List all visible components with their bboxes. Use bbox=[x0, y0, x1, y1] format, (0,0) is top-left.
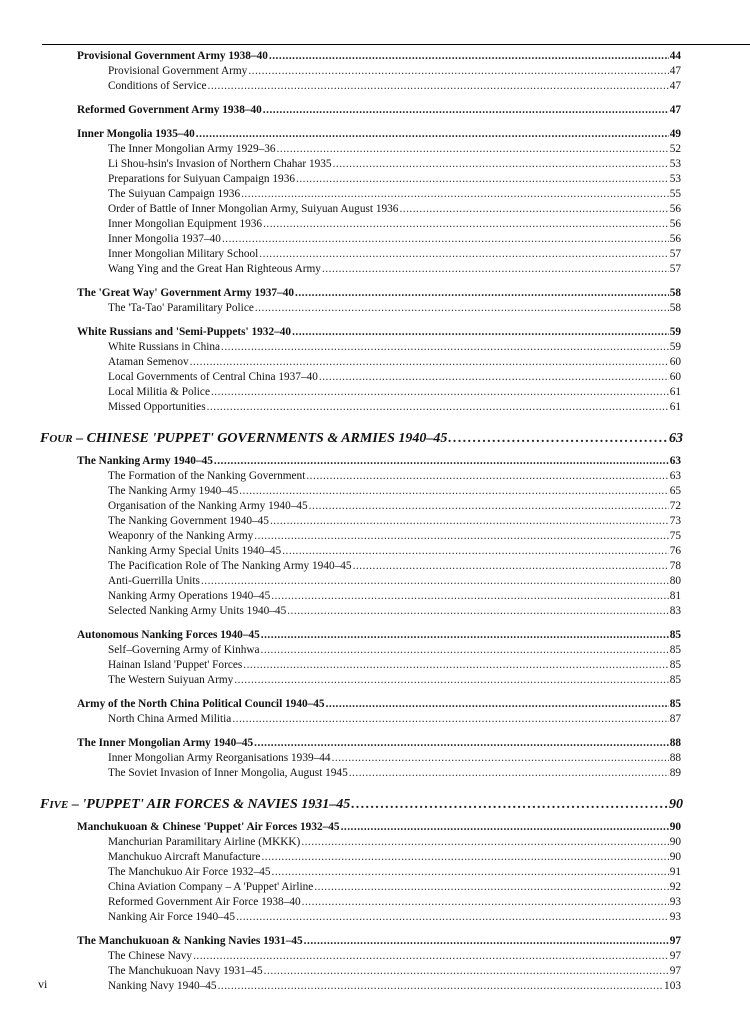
toc-subentry[interactable] bbox=[108, 187, 681, 202]
toc-page-number: 85 bbox=[669, 644, 681, 656]
toc-subentry[interactable] bbox=[108, 217, 681, 232]
toc-page-number: 49 bbox=[669, 128, 681, 140]
toc-subentry[interactable] bbox=[108, 79, 681, 94]
dot-leader bbox=[201, 574, 669, 589]
toc-subentry[interactable] bbox=[108, 172, 681, 187]
toc-subentry[interactable] bbox=[108, 673, 681, 688]
toc-entry-title: The Soviet Invasion of Inner Mongolia, August 1945 bbox=[108, 767, 348, 779]
toc-entry-title: Reformed Government Army 1938–40 bbox=[77, 104, 262, 116]
dot-leader bbox=[243, 658, 668, 673]
dot-leader bbox=[322, 262, 669, 277]
toc-page-number: 47 bbox=[669, 65, 681, 77]
dot-leader bbox=[302, 895, 669, 910]
toc-page-number: 90 bbox=[669, 821, 681, 833]
toc-subentry[interactable] bbox=[108, 643, 681, 658]
toc-entry-title: Reformed Government Air Force 1938–40 bbox=[108, 896, 301, 908]
toc-spacer bbox=[0, 316, 750, 325]
toc-entry-title: Manchukuo Aircraft Manufacture bbox=[108, 851, 261, 863]
toc-subentry[interactable] bbox=[108, 484, 681, 499]
toc-section-entry[interactable] bbox=[77, 736, 681, 751]
toc-page-number: 88 bbox=[669, 737, 681, 749]
toc-entry-title: The Manchukuoan Navy 1931–45 bbox=[108, 965, 263, 977]
toc-page-number: 93 bbox=[669, 911, 681, 923]
toc-page-number: 91 bbox=[669, 866, 681, 878]
toc-page-number: 90 bbox=[669, 851, 681, 863]
toc-entry-title: The 'Great Way' Government Army 1937–40 bbox=[77, 287, 295, 299]
toc-entry-title: White Russians and 'Semi-Puppets' 1932–40 bbox=[77, 326, 292, 338]
dot-leader bbox=[239, 484, 668, 499]
toc-entry-title: Missed Opportunities bbox=[108, 401, 206, 413]
toc-page-number: 97 bbox=[669, 965, 681, 977]
toc-subentry[interactable] bbox=[108, 544, 681, 559]
toc-entry-title: The Pacification Role of The Nanking Army 1940–45 bbox=[108, 560, 352, 572]
dot-leader bbox=[261, 850, 668, 865]
toc-page-number: 85 bbox=[669, 698, 681, 710]
dot-leader bbox=[351, 794, 668, 816]
dot-leader bbox=[353, 559, 669, 574]
dot-leader bbox=[241, 187, 669, 202]
toc-entry-title: The Nanking Army 1940–45 bbox=[108, 485, 239, 497]
toc-entry-title: Army of the North China Political Council 1940–45 bbox=[77, 698, 325, 710]
toc-page-number: 63 bbox=[669, 470, 681, 482]
dot-leader bbox=[232, 712, 668, 727]
chapter-number-smallcaps: IVE bbox=[49, 799, 69, 811]
toc-page-number: 87 bbox=[669, 713, 681, 725]
toc-spacer bbox=[0, 118, 750, 127]
toc-entry-title: Selected Nanking Army Units 1940–45 bbox=[108, 605, 287, 617]
dot-leader bbox=[272, 865, 669, 880]
dot-leader bbox=[261, 628, 669, 643]
dot-leader bbox=[332, 751, 669, 766]
toc-page-number: 92 bbox=[669, 881, 681, 893]
toc-page-number: 56 bbox=[669, 218, 681, 230]
dot-leader bbox=[269, 49, 669, 64]
toc-entry-title: Manchukuoan & Chinese 'Puppet' Air Forces 1932–45 bbox=[77, 821, 340, 833]
toc-entry-title: Ataman Semenov bbox=[108, 356, 189, 368]
toc-subentry[interactable] bbox=[108, 370, 681, 385]
dot-leader bbox=[319, 370, 669, 385]
toc-section-entry[interactable] bbox=[77, 628, 681, 643]
toc-entry-title bbox=[40, 428, 447, 450]
toc-subentry[interactable] bbox=[108, 658, 681, 673]
toc-subentry[interactable] bbox=[108, 514, 681, 529]
toc-entry-title: Inner Mongolian Army Reorganisations 1939–44 bbox=[108, 752, 331, 764]
toc-subentry[interactable] bbox=[108, 589, 681, 604]
toc-page-number: 103 bbox=[664, 980, 681, 992]
toc-chapter-heading[interactable] bbox=[40, 794, 683, 816]
toc-entry-title: The Manchukuoan & Nanking Navies 1931–45 bbox=[77, 935, 303, 947]
dot-leader bbox=[248, 64, 668, 79]
toc-section-entry[interactable] bbox=[77, 820, 681, 835]
toc-page-number: 47 bbox=[669, 104, 681, 116]
toc-page-number: 90 bbox=[669, 797, 683, 812]
toc-page-number: 97 bbox=[669, 950, 681, 962]
toc-spacer bbox=[0, 415, 750, 428]
toc-page-number: 63 bbox=[669, 431, 683, 446]
dot-leader bbox=[214, 454, 669, 469]
dot-leader bbox=[301, 835, 668, 850]
toc-spacer bbox=[0, 925, 750, 934]
toc-entry-title: Nanking Air Force 1940–45 bbox=[108, 911, 236, 923]
toc-entry-title: Inner Mongolia 1937–40 bbox=[108, 233, 221, 245]
toc-entry-title: Hainan Island 'Puppet' Forces bbox=[108, 659, 243, 671]
dot-leader bbox=[218, 979, 663, 994]
toc-page-number: 90 bbox=[669, 836, 681, 848]
toc-section-entry[interactable] bbox=[77, 697, 681, 712]
toc-entry-title: Provisional Government Army 1938–40 bbox=[77, 50, 268, 62]
dot-leader bbox=[254, 529, 668, 544]
dot-leader bbox=[309, 499, 669, 514]
toc-entry-title: The 'Ta-Tao' Paramilitary Police bbox=[108, 302, 254, 314]
dot-leader bbox=[270, 514, 669, 529]
toc-spacer bbox=[0, 727, 750, 736]
dot-leader bbox=[263, 217, 669, 232]
dot-leader bbox=[208, 79, 669, 94]
toc-entry-title: Inner Mongolian Equipment 1936 bbox=[108, 218, 263, 230]
toc-page-number: 47 bbox=[669, 80, 681, 92]
dot-leader bbox=[287, 604, 668, 619]
toc-page-number: 61 bbox=[669, 401, 681, 413]
toc-entry-title: The Nanking Government 1940–45 bbox=[108, 515, 269, 527]
toc-page-number: 76 bbox=[669, 545, 681, 557]
dot-leader bbox=[207, 400, 669, 415]
toc-subentry[interactable] bbox=[108, 301, 681, 316]
toc-subentry[interactable] bbox=[108, 865, 681, 880]
toc-page-number: 78 bbox=[669, 560, 681, 572]
toc-entry-title: The Manchukuo Air Force 1932–45 bbox=[108, 866, 271, 878]
dot-leader bbox=[221, 340, 669, 355]
toc-subentry[interactable] bbox=[108, 157, 681, 172]
toc-page-number: 57 bbox=[669, 248, 681, 260]
dot-leader bbox=[341, 820, 669, 835]
toc-entry-title: Preparations for Suiyuan Campaign 1936 bbox=[108, 173, 295, 185]
toc-entry-title: Local Militia & Police bbox=[108, 386, 210, 398]
toc-section-entry[interactable] bbox=[77, 325, 681, 340]
toc-subentry[interactable] bbox=[108, 604, 681, 619]
toc-section-entry[interactable] bbox=[77, 127, 681, 142]
toc-entry-title: White Russians in China bbox=[108, 341, 221, 353]
toc-page-number: 63 bbox=[669, 455, 681, 467]
toc-page-number: 85 bbox=[669, 629, 681, 641]
toc-page-number: 58 bbox=[669, 287, 681, 299]
dot-leader bbox=[326, 697, 669, 712]
toc-entry-title: Order of Battle of Inner Mongolian Army, Suiyuan August 1936 bbox=[108, 203, 399, 215]
toc-entry-title: The Formation of the Nanking Government bbox=[108, 470, 306, 482]
toc-section-entry[interactable] bbox=[77, 286, 681, 301]
toc-page-number: 93 bbox=[669, 896, 681, 908]
toc-subentry[interactable] bbox=[108, 64, 681, 79]
toc-page-number: 59 bbox=[669, 326, 681, 338]
toc-subentry[interactable] bbox=[108, 880, 681, 895]
toc-subentry[interactable] bbox=[108, 400, 681, 415]
toc-entry-title: North China Armed Militia bbox=[108, 713, 232, 725]
dot-leader bbox=[222, 232, 669, 247]
dot-leader bbox=[292, 325, 669, 340]
toc-subentry[interactable] bbox=[108, 232, 681, 247]
toc-page-number: 57 bbox=[669, 263, 681, 275]
toc-entry-title: The Chinese Navy bbox=[108, 950, 193, 962]
toc-subentry[interactable] bbox=[108, 499, 681, 514]
toc-subentry[interactable] bbox=[108, 964, 681, 979]
toc-subentry[interactable] bbox=[108, 895, 681, 910]
toc-spacer bbox=[0, 619, 750, 628]
toc-page-number: 59 bbox=[669, 341, 681, 353]
toc-page-number: 60 bbox=[669, 371, 681, 383]
toc-entry-title: Local Governments of Central China 1937–40 bbox=[108, 371, 318, 383]
toc-page-number: 83 bbox=[669, 605, 681, 617]
dot-leader bbox=[254, 736, 669, 751]
dot-leader bbox=[196, 127, 669, 142]
toc-section-entry[interactable] bbox=[77, 454, 681, 469]
toc-page-number: 85 bbox=[669, 659, 681, 671]
toc-entry-title: China Aviation Company – A 'Puppet' Airline bbox=[108, 881, 314, 893]
dot-leader bbox=[271, 589, 668, 604]
dot-leader bbox=[304, 934, 669, 949]
toc-subentry[interactable] bbox=[108, 469, 681, 484]
toc-spacer bbox=[0, 781, 750, 794]
table-of-contents bbox=[0, 49, 750, 994]
chapter-title: – 'PUPPET' AIR FORCES & NAVIES 1931–45 bbox=[68, 797, 351, 812]
dot-leader bbox=[234, 673, 668, 688]
toc-entry-title: Manchurian Paramilitary Airline (MKKK) bbox=[108, 836, 301, 848]
toc-entry-title: The Inner Mongolian Army 1940–45 bbox=[77, 737, 254, 749]
toc-subentry[interactable] bbox=[108, 766, 681, 781]
dot-leader bbox=[264, 964, 669, 979]
toc-entry-title: The Suiyuan Campaign 1936 bbox=[108, 188, 241, 200]
toc-section-entry[interactable] bbox=[77, 103, 681, 118]
toc-page-number: 80 bbox=[669, 575, 681, 587]
toc-entry-title: Autonomous Nanking Forces 1940–45 bbox=[77, 629, 260, 641]
toc-page-number: 53 bbox=[669, 173, 681, 185]
dot-leader bbox=[282, 544, 668, 559]
toc-entry-title: Anti-Guerrilla Units bbox=[108, 575, 200, 587]
toc-section-entry[interactable] bbox=[77, 934, 681, 949]
toc-spacer bbox=[0, 688, 750, 697]
dot-leader bbox=[190, 355, 669, 370]
toc-page-number: 55 bbox=[669, 188, 681, 200]
toc-subentry[interactable] bbox=[108, 910, 681, 925]
toc-subentry[interactable] bbox=[108, 559, 681, 574]
toc-entry-title: The Western Suiyuan Army bbox=[108, 674, 234, 686]
toc-subentry[interactable] bbox=[108, 751, 681, 766]
dot-leader bbox=[263, 103, 669, 118]
toc-subentry[interactable] bbox=[108, 385, 681, 400]
toc-page-number: 56 bbox=[669, 233, 681, 245]
dot-leader bbox=[259, 247, 668, 262]
toc-page-number: 75 bbox=[669, 530, 681, 542]
toc-page-number: 65 bbox=[669, 485, 681, 497]
toc-spacer bbox=[0, 94, 750, 103]
page-number-folio: vi bbox=[38, 977, 48, 991]
toc-subentry[interactable] bbox=[108, 202, 681, 217]
toc-entry-title: The Nanking Army 1940–45 bbox=[77, 455, 213, 467]
dot-leader bbox=[236, 910, 669, 925]
toc-page-number: 53 bbox=[669, 158, 681, 170]
toc-spacer bbox=[0, 277, 750, 286]
toc-page-number: 89 bbox=[669, 767, 681, 779]
toc-page-number: 88 bbox=[669, 752, 681, 764]
toc-entry-title: Provisional Government Army bbox=[108, 65, 248, 77]
toc-entry-title: Nanking Navy 1940–45 bbox=[108, 980, 217, 992]
dot-leader bbox=[448, 428, 668, 450]
toc-entry-title: Li Shou-hsin's Invasion of Northern Chahar 1935 bbox=[108, 158, 332, 170]
dot-leader bbox=[255, 301, 669, 316]
toc-section-entry[interactable] bbox=[77, 49, 681, 64]
toc-entry-title: Inner Mongolian Military School bbox=[108, 248, 259, 260]
toc-page-number: 58 bbox=[669, 302, 681, 314]
toc-subentry[interactable] bbox=[108, 247, 681, 262]
dot-leader bbox=[333, 157, 669, 172]
dot-leader bbox=[296, 172, 669, 187]
toc-page-number: 44 bbox=[669, 50, 681, 62]
dot-leader bbox=[349, 766, 669, 781]
toc-page-number: 56 bbox=[669, 203, 681, 215]
toc-subentry[interactable] bbox=[108, 340, 681, 355]
toc-subentry[interactable] bbox=[108, 142, 681, 157]
toc-entry-title: Nanking Army Special Units 1940–45 bbox=[108, 545, 282, 557]
top-rule bbox=[42, 44, 750, 45]
toc-entry-title: Inner Mongolia 1935–40 bbox=[77, 128, 195, 140]
toc-entry-title: The Inner Mongolian Army 1929–36 bbox=[108, 143, 276, 155]
toc-subentry[interactable] bbox=[108, 979, 681, 994]
toc-entry-title: Weaponry of the Nanking Army bbox=[108, 530, 254, 542]
toc-page-number: 73 bbox=[669, 515, 681, 527]
chapter-initial: F bbox=[40, 431, 50, 446]
chapter-title: – CHINESE 'PUPPET' GOVERNMENTS & ARMIES 1940–45 bbox=[72, 431, 448, 446]
dot-leader bbox=[211, 385, 669, 400]
toc-entry-title: Wang Ying and the Great Han Righteous Army bbox=[108, 263, 321, 275]
dot-leader bbox=[261, 643, 669, 658]
toc-entry-title: Organisation of the Nanking Army 1940–45 bbox=[108, 500, 308, 512]
toc-page-number: 60 bbox=[669, 356, 681, 368]
dot-leader bbox=[277, 142, 669, 157]
toc-entry-title: Conditions of Service bbox=[108, 80, 207, 92]
toc-page-number: 81 bbox=[669, 590, 681, 602]
dot-leader bbox=[314, 880, 668, 895]
toc-subentry[interactable] bbox=[108, 529, 681, 544]
toc-subentry[interactable] bbox=[108, 835, 681, 850]
dot-leader bbox=[399, 202, 668, 217]
dot-leader bbox=[193, 949, 669, 964]
toc-page-number: 85 bbox=[669, 674, 681, 686]
toc-page-number: 72 bbox=[669, 500, 681, 512]
toc-subentry[interactable] bbox=[108, 949, 681, 964]
toc-subentry[interactable] bbox=[108, 355, 681, 370]
dot-leader bbox=[295, 286, 669, 301]
chapter-number-smallcaps: OUR bbox=[49, 433, 73, 445]
dot-leader bbox=[306, 469, 668, 484]
toc-page-number: 52 bbox=[669, 143, 681, 155]
toc-entry-title: Self–Governing Army of Kinhwa bbox=[108, 644, 260, 656]
toc-page-number: 97 bbox=[669, 935, 681, 947]
toc-entry-title: Nanking Army Operations 1940–45 bbox=[108, 590, 271, 602]
toc-subentry[interactable] bbox=[108, 712, 681, 727]
toc-subentry[interactable] bbox=[108, 262, 681, 277]
toc-subentry[interactable] bbox=[108, 574, 681, 589]
toc-entry-title bbox=[40, 794, 350, 816]
toc-chapter-heading[interactable] bbox=[40, 428, 683, 450]
toc-subentry[interactable] bbox=[108, 850, 681, 865]
toc-page-number: 61 bbox=[669, 386, 681, 398]
chapter-initial: F bbox=[40, 797, 50, 812]
